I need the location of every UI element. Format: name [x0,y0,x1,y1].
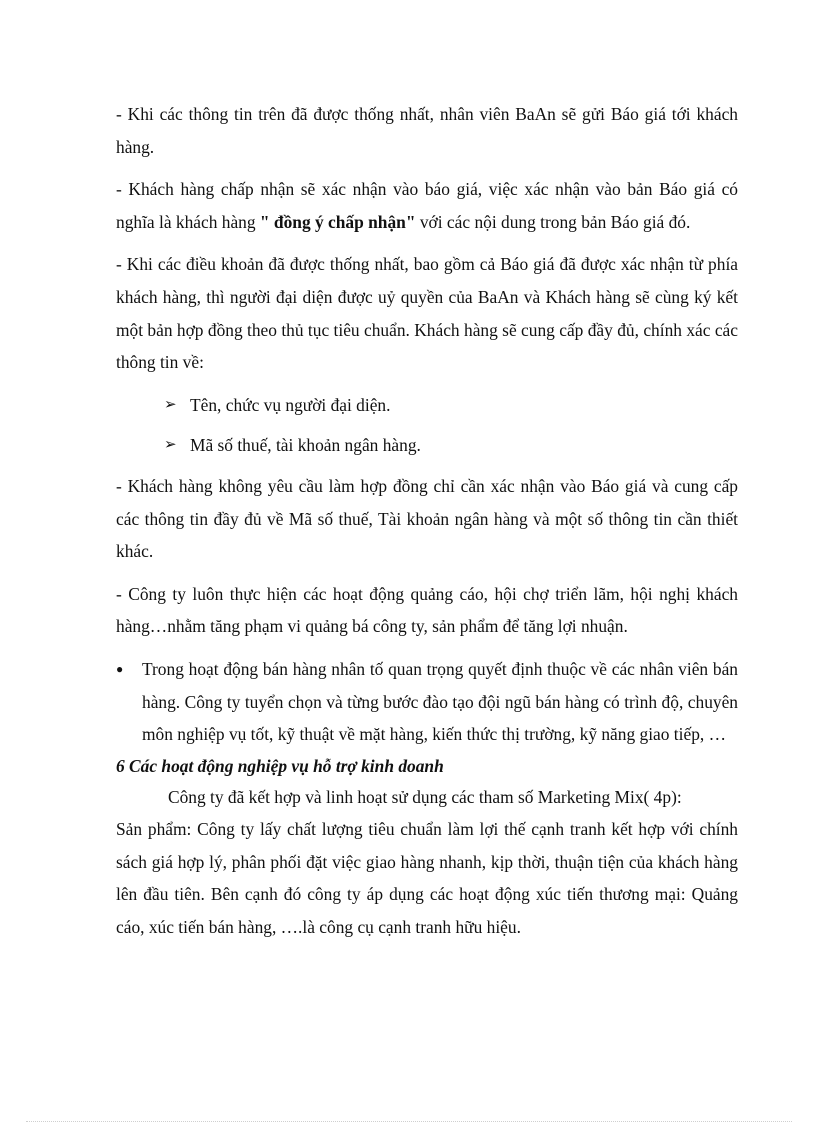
bullet-item-text: Trong hoạt động bán hàng nhân tố quan trọng quyết định thuộc về các nhân viên bán hàng. Công ty tuyển chọn và từng bước đào tạo đội ngũ bán hàng có trình độ, chuyên môn nghiệp vụ tốt, kỹ thuật về mặt hàng, kiến thức thị trường, kỹ năng giao tiếp, … [142,658,738,745]
arrow-bullet-icon: ➢ [164,437,177,454]
list-item-representative [164,389,738,422]
bullet-item-sales-staff [116,653,738,751]
paragraph-advertising: - Công ty luôn thực hiện các hoạt động quảng cáo, hội chợ triển lãm, hội nghị khách hàng…nhằm tăng phạm vi quảng bá công ty, sản phẩm để tăng lợi nhuận. [116,583,738,637]
paragraph-contract-terms: - Khi các điều khoản đã được thống nhất, bao gồm cả Báo giá đã được xác nhận từ phía khách hàng, thì người đại diện được uỷ quyền của BaAn và Khách hàng sẽ cùng ký kết một bản hợp đồng theo thủ tục tiêu chuẩn. Khách hàng sẽ cung cấp đầy đủ, chính xác các thông tin về: [116,254,738,373]
list-item-text: Mã số thuế, tài khoản ngân hàng. [190,435,421,456]
list-item-tax-code [164,429,738,462]
section-body: Sản phẩm: Công ty lấy chất lượng tiêu chuẩn làm lợi thế cạnh tranh kết hợp với chính sách giá hợp lý, phân phối đặt việc giao hàng nhanh, kịp thời, thuận tiện của khách hàng lên đầu tiên. Bên cạnh đó công ty áp dụng các hoạt động xúc tiến thương mại: Quảng cáo, xúc tiến bán hàng, ….là công cụ cạnh tranh hữu hiệu. [116,819,738,938]
section-intro-line: Công ty đã kết hợp và linh hoạt sử dụng các tham số Marketing Mix( 4p): [168,786,682,807]
paragraph-customer-accept-post: với các nội dung trong bản Báo giá đó. [415,211,691,232]
agree-accept-phrase: " đồng ý chấp nhận" [259,211,416,232]
bullet-dot-icon: ● [116,661,124,676]
paragraph-customer-accept [116,173,738,238]
arrow-bullet-icon: ➢ [164,396,177,413]
paragraph-quote-sent: - Khi các thông tin trên đã được thống nhất, nhân viên BaAn sẽ gửi Báo giá tới khách hàng. [116,104,738,157]
paragraph-no-contract: - Khách hàng không yêu cầu làm hợp đồng chỉ cần xác nhận vào Báo giá và cung cấp các thông tin đầy đủ về Mã số thuế, Tài khoản ngân hàng và một số thông tin cần thiết khác. [116,475,738,562]
paragraph-customer-accept-pre: - Khách hàng chấp nhận sẽ xác nhận vào báo giá, việc xác nhận vào bản Báo giá có nghĩa là khách hàng [116,179,738,232]
section-heading: 6 Các hoạt động nghiệp vụ hỗ trợ kinh doanh [116,755,444,776]
document-page [116,98,738,944]
list-item-text: Tên, chức vụ người đại diện. [190,394,391,415]
page-bottom-divider [26,1121,792,1122]
